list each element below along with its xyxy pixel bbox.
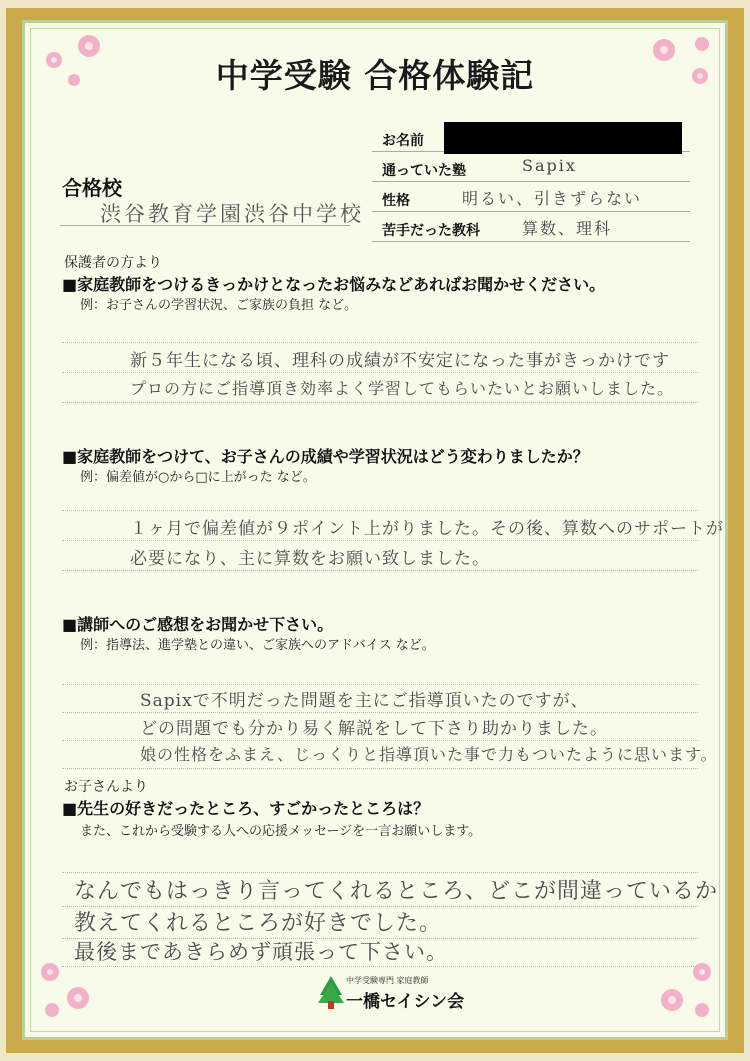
parent-section-heading: 保護者の方より [64,255,162,271]
cherry-blossom-icon [640,950,720,1030]
answer-rule [62,372,698,373]
child-section-heading: お子さんより [64,779,148,795]
answer-1-line-1: 新５年生になる頃、理科の成績が不安定になった事がきっかけです [130,351,670,371]
name-label: お名前 [382,133,424,149]
brand-logo [318,973,478,1013]
page-title: 中学受験 合格体験記 [215,56,535,95]
answer-rule [62,712,698,713]
answer-rule [62,740,698,741]
answer-3-line-2: どの問題でも分かり易く解説をして下さり助かりました。 [140,719,608,739]
school-label: 合格校 [62,176,122,200]
info-row-weak-subject [372,212,690,242]
answer-rule [62,872,698,873]
answer-3-line-1: Sapixで不明だった問題を主にご指導頂いたのですが、 [140,691,589,711]
info-table [372,122,690,242]
answer-3-line-3: 娘の性格をふまえ、じっくりと指導頂いた事で力もついたように思います。 [140,745,718,764]
brand-tagline: 中学受験専門 家庭教師 [346,976,429,985]
answer-rule [62,510,698,511]
personality-value: 明るい、引きずらない [462,189,643,208]
answer-rule [62,684,698,685]
school-value: 渋谷教育学園渋谷中学校 [100,202,364,226]
answer-rule [62,768,698,769]
brand-name: 一橋セイシン会 [346,992,465,1012]
question-2-example: 例：偏差値が○から□に上がった など。 [80,470,316,485]
answer-4-line-3: 最後まであきらめず頑張って下さい。 [74,940,448,964]
question-2: ■家庭教師をつけて、お子さんの成績や学習状況はどう変わりましたか？ [62,447,589,466]
answer-rule [62,342,698,343]
answer-2-line-1: １ヶ月で偏差値が９ポイント上がりました。その後、算数へのサポートが [130,519,724,539]
personality-label: 性格 [382,193,410,209]
answer-1-line-2: プロの方にご指導頂き効率よく学習してもらいたいとお願いしました。 [130,379,675,398]
answer-4-line-1: なんでもはっきり言ってくれるところ、どこが間違っているか [74,879,719,904]
answer-rule [62,966,698,967]
juku-label: 通っていた塾 [382,163,466,179]
info-row-personality [372,182,690,212]
question-1-example: 例：お子さんの学習状況、ご家族の負担 など。 [80,298,358,313]
answer-rule [62,540,698,541]
answer-2-line-2: 必要になり、主に算数をお願い致しました。 [130,549,490,569]
answer-rule [62,570,698,571]
info-row-name [372,122,690,152]
name-redaction [444,122,682,154]
question-3: ■講師へのご感想をお聞かせ下さい。 [62,615,334,634]
info-row-juku [372,152,690,182]
question-1: ■家庭教師をつけるきっかけとなったお悩みなどあればお聞かせください。 [62,275,606,294]
question-3-example: 例：指導法、進学塾との違い、ご家族へのアドバイス など。 [80,638,435,653]
tree-logo-icon [318,975,344,1009]
juku-value: Sapix [522,156,577,175]
answer-rule [62,402,698,403]
answer-4-line-2: 教えてくれるところが好きでした。 [74,911,443,936]
question-4-message: また、これから受験する人への応援メッセージを一言お願いします。 [80,824,482,839]
weak-subject-label: 苦手だった教科 [382,223,480,239]
school-underline [60,225,350,226]
weak-subject-value: 算数、理科 [522,219,613,238]
question-4: ■先生の好きだったところ、すごかったところは？ [62,799,430,818]
